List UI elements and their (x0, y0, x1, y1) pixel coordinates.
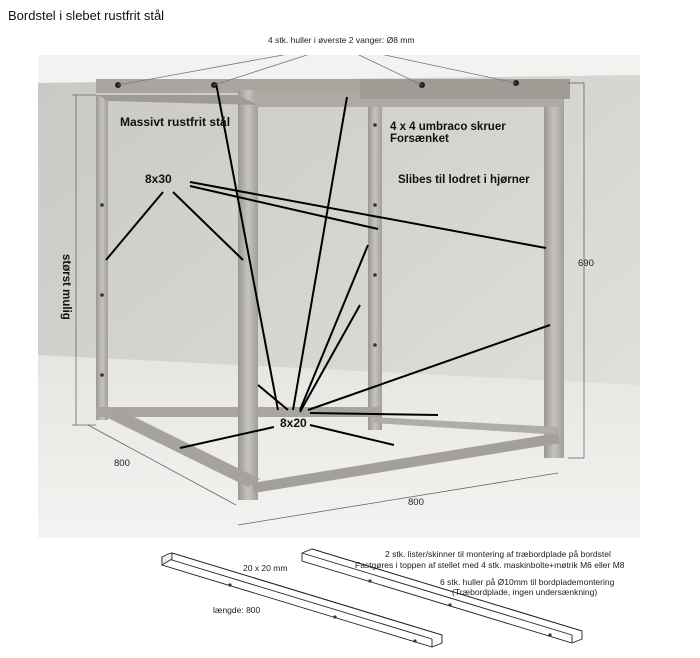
height-label: størst mulig (60, 254, 72, 320)
grind-label: Slibes til lodret i hjørner (398, 174, 530, 186)
screw-hole (100, 203, 104, 207)
screw-hole (373, 203, 377, 207)
profile-8x20-label: 8x20 (280, 416, 307, 430)
material-label: Massivt rustfrit stål (120, 115, 231, 129)
dimension-width: 800 (408, 497, 424, 508)
dimension-height: 690 (578, 258, 594, 269)
screw-hole (373, 343, 377, 347)
rail-note-1: 2 stk. lister/skinner til montering af træbordplade på bordstel (385, 549, 611, 559)
front-left-leg (238, 90, 258, 500)
rail-size-label: 20 x 20 mm (243, 563, 288, 573)
screw-hole (373, 273, 377, 277)
front-right-leg (544, 83, 564, 458)
holes-label: 4 stk. huller i øverste 2 vanger: Ø8 mm (268, 35, 415, 45)
screws-label: 4 x 4 umbraco skruer (390, 121, 506, 133)
profile-8x30-label: 8x30 (145, 172, 172, 186)
rail-length-label: længde: 800 (213, 605, 261, 615)
rail-note-2: Fastgøres i toppen af stellet med 4 stk. maskinbolte+møtrik M6 eller M8 (355, 560, 625, 570)
rail-note-4: (Træbordplade, ingen undersænkning) (452, 587, 598, 597)
right-top-rail (360, 79, 570, 99)
page-title: Bordstel i slebet rustfrit stål (8, 8, 165, 23)
screw-hole (100, 293, 104, 297)
back-right-leg (368, 85, 382, 430)
rail-note-3: 6 stk. huller på Ø10mm til bordplademontering (440, 577, 615, 587)
dimension-depth: 800 (114, 458, 130, 469)
back-left-leg (96, 95, 108, 420)
screws-label-2: Forsænket (390, 133, 449, 145)
screw-hole (100, 373, 104, 377)
screw-hole (373, 123, 377, 127)
